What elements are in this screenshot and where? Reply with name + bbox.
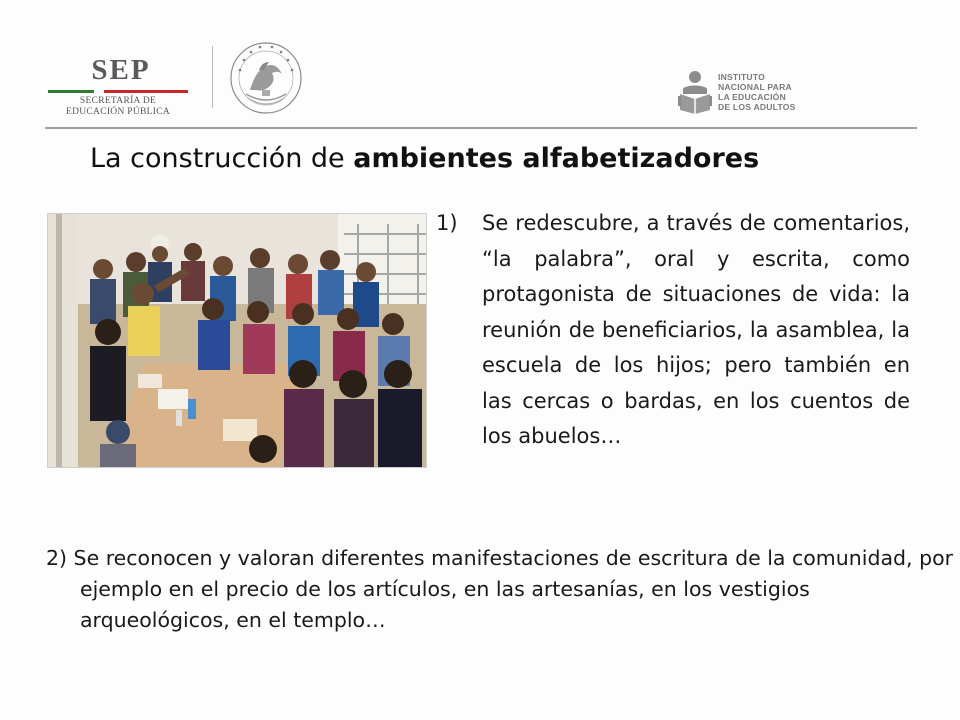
point-2-text: 2) Se reconocen y valoran diferentes manifestaciones de escritura de la comunidad, por ejemplo en el precio de los artículos, en las artesanías, en los vestigios arqueológicos, en el templo… [46, 546, 954, 632]
point-1 [436, 206, 910, 455]
community-meeting-photo [47, 213, 427, 468]
sep-logo-tricolor-line [48, 90, 188, 93]
inea-book-person-icon [678, 70, 712, 114]
header-divider [212, 46, 213, 108]
inea-line-4: DE LOS ADULTOS [718, 102, 796, 112]
sep-logo-line1: SECRETARÍA DE [79, 96, 157, 106]
inea-line-3: LA EDUCACIÓN [718, 92, 786, 102]
inea-logo [678, 70, 818, 116]
sep-logo-line2: EDUCACIÓN PÚBLICA [65, 107, 171, 117]
sep-logo-subtitle [52, 96, 184, 118]
sep-logo-letters: SEP [91, 54, 151, 86]
point-1-number: 1) [436, 211, 458, 235]
inea-line-1: INSTITUTO [718, 72, 765, 82]
title-plain: La construcción de [90, 143, 354, 174]
title-bold: ambientes alfabetizadores [353, 143, 760, 174]
inea-line-2: NACIONAL PARA [718, 82, 792, 92]
inea-logo-text [718, 72, 818, 112]
slide-title [90, 143, 870, 174]
national-seal-icon [226, 40, 306, 116]
sep-logo [48, 54, 188, 116]
header-rule [45, 127, 917, 129]
point-1-text: Se redescubre, a través de comentarios, “la palabra”, oral y escrita, como protagonista de situaciones de vida: la reunión de beneficiarios, la asamblea, la escuela de los hijos; pero también en las cercas o bardas, en los cuentos de los abuelos… [482, 211, 910, 448]
